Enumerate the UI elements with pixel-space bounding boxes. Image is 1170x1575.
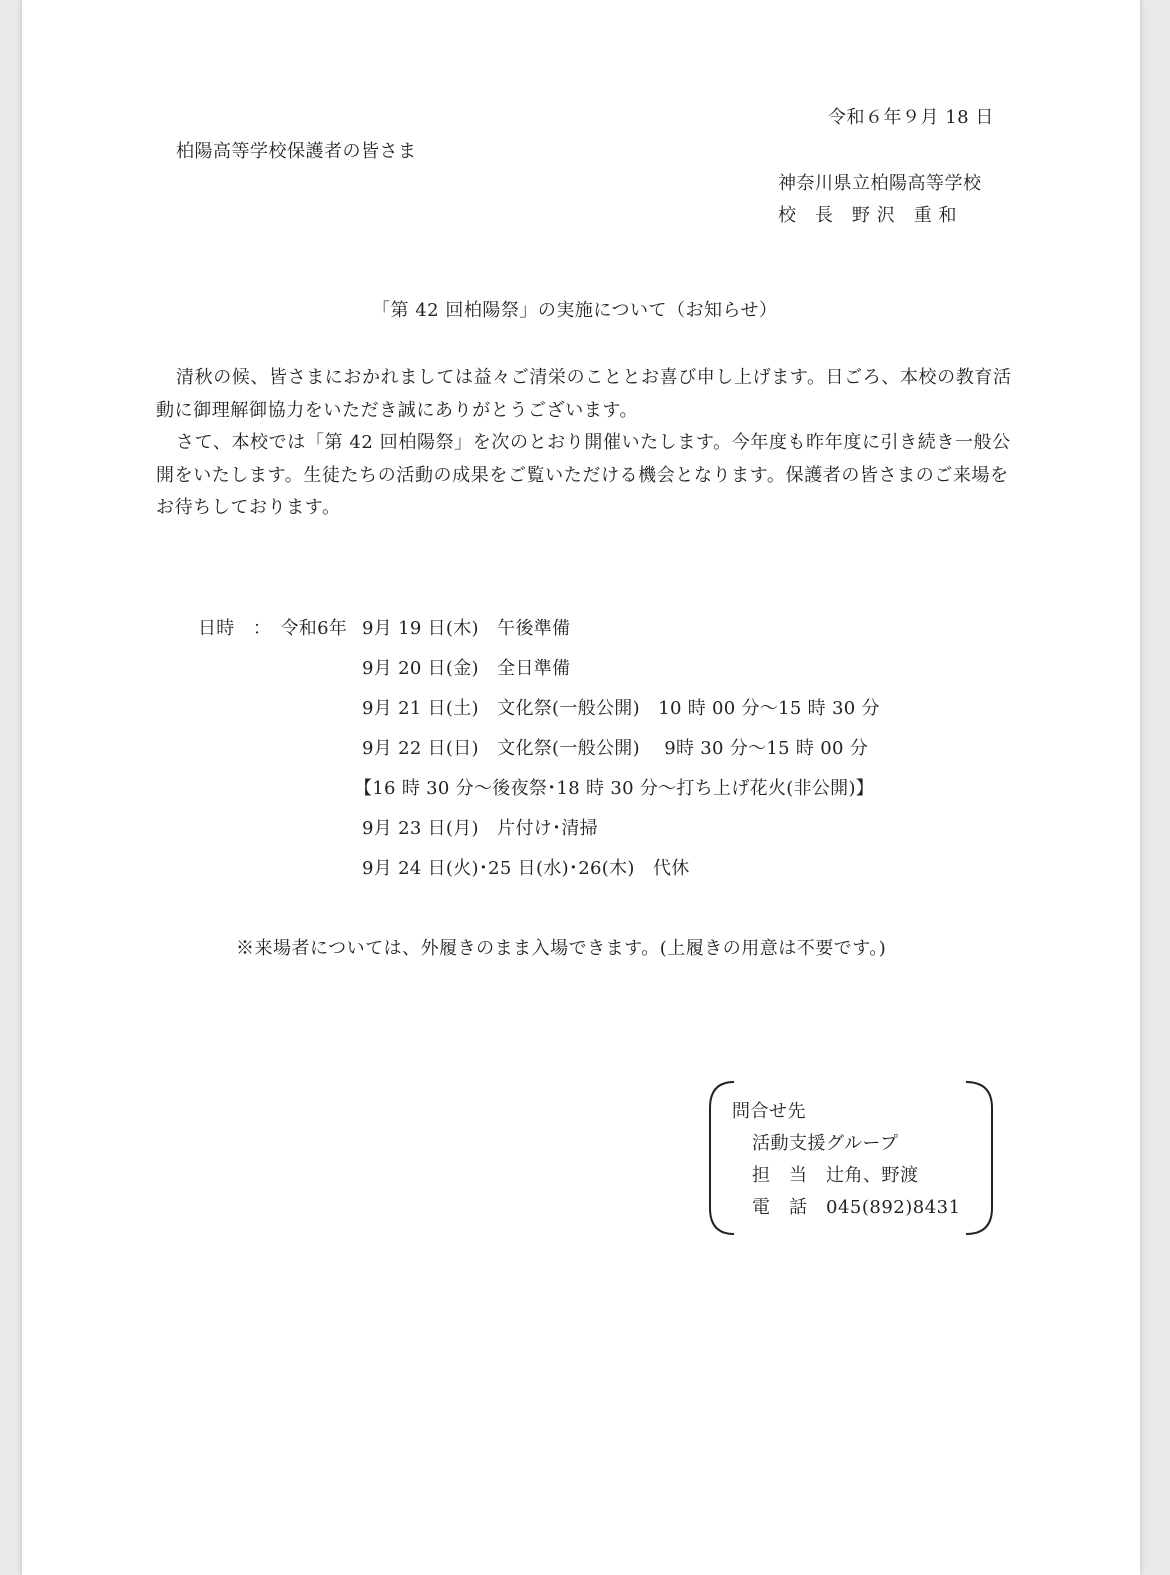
- document-page: [22, 0, 1140, 1575]
- contact-box: [708, 1080, 994, 1236]
- paragraph: さて、本校では「第 42 回柏陽祭」を次のとおり開催いたします。今年度も昨年度に引き続き一般公開をいたします。生徒たちの活動の成果をご覧いただける機会となります。保護者の皆さまのご来場をお待ちしております。: [156, 432, 1011, 518]
- contact-heading: 問合せ先: [732, 1101, 806, 1122]
- recipient: 柏陽高等学校保護者の皆さま: [176, 141, 417, 162]
- contact-group: 活動支援グループ: [752, 1133, 899, 1154]
- schedule-label: 日時 ： 令和6年: [198, 618, 348, 639]
- visitor-note: ※来場者については、外履きのまま入場できます。(上履きの用意は不要です。): [236, 938, 887, 959]
- paragraph: 清秋の候、皆さまにおかれましては益々ご清栄のこととお喜び申し上げます。日ごろ、本校の教育活動に御理解御協力をいただき誠にありがとうございます。: [156, 367, 1012, 421]
- schedule-row: 9月 19 日(木) 午後準備: [362, 618, 571, 639]
- body-text: [156, 362, 1014, 525]
- schedule-row: 9月 20 日(金) 全日準備: [362, 658, 571, 679]
- contact-person: 担 当 辻角、野渡: [752, 1165, 919, 1186]
- schedule-row: 9月 24 日(火)･25 日(水)･26(木) 代休: [362, 858, 690, 879]
- schedule-row: 9月 22 日(日) 文化祭(一般公開) 9時 30 分～15 時 00 分: [362, 738, 869, 759]
- schedule-row: 9月 21 日(土) 文化祭(一般公開) 10 時 00 分～15 時 30 分: [362, 698, 880, 719]
- document-title: 「第 42 回柏陽祭」の実施について（お知らせ）: [372, 300, 778, 321]
- schedule-row: 9月 23 日(月) 片付け･清掃: [362, 818, 598, 839]
- document-date: 令和６年９月 18 日: [828, 107, 994, 128]
- contact-phone: 電 話 045(892)8431: [752, 1197, 961, 1218]
- sender-principal: 校 長 野 沢 重 和: [778, 205, 957, 226]
- sender-school: 神奈川県立柏陽高等学校: [778, 173, 982, 194]
- schedule-row: 【16 時 30 分～後夜祭･18 時 30 分～打ち上げ花火(非公開)】: [354, 778, 875, 799]
